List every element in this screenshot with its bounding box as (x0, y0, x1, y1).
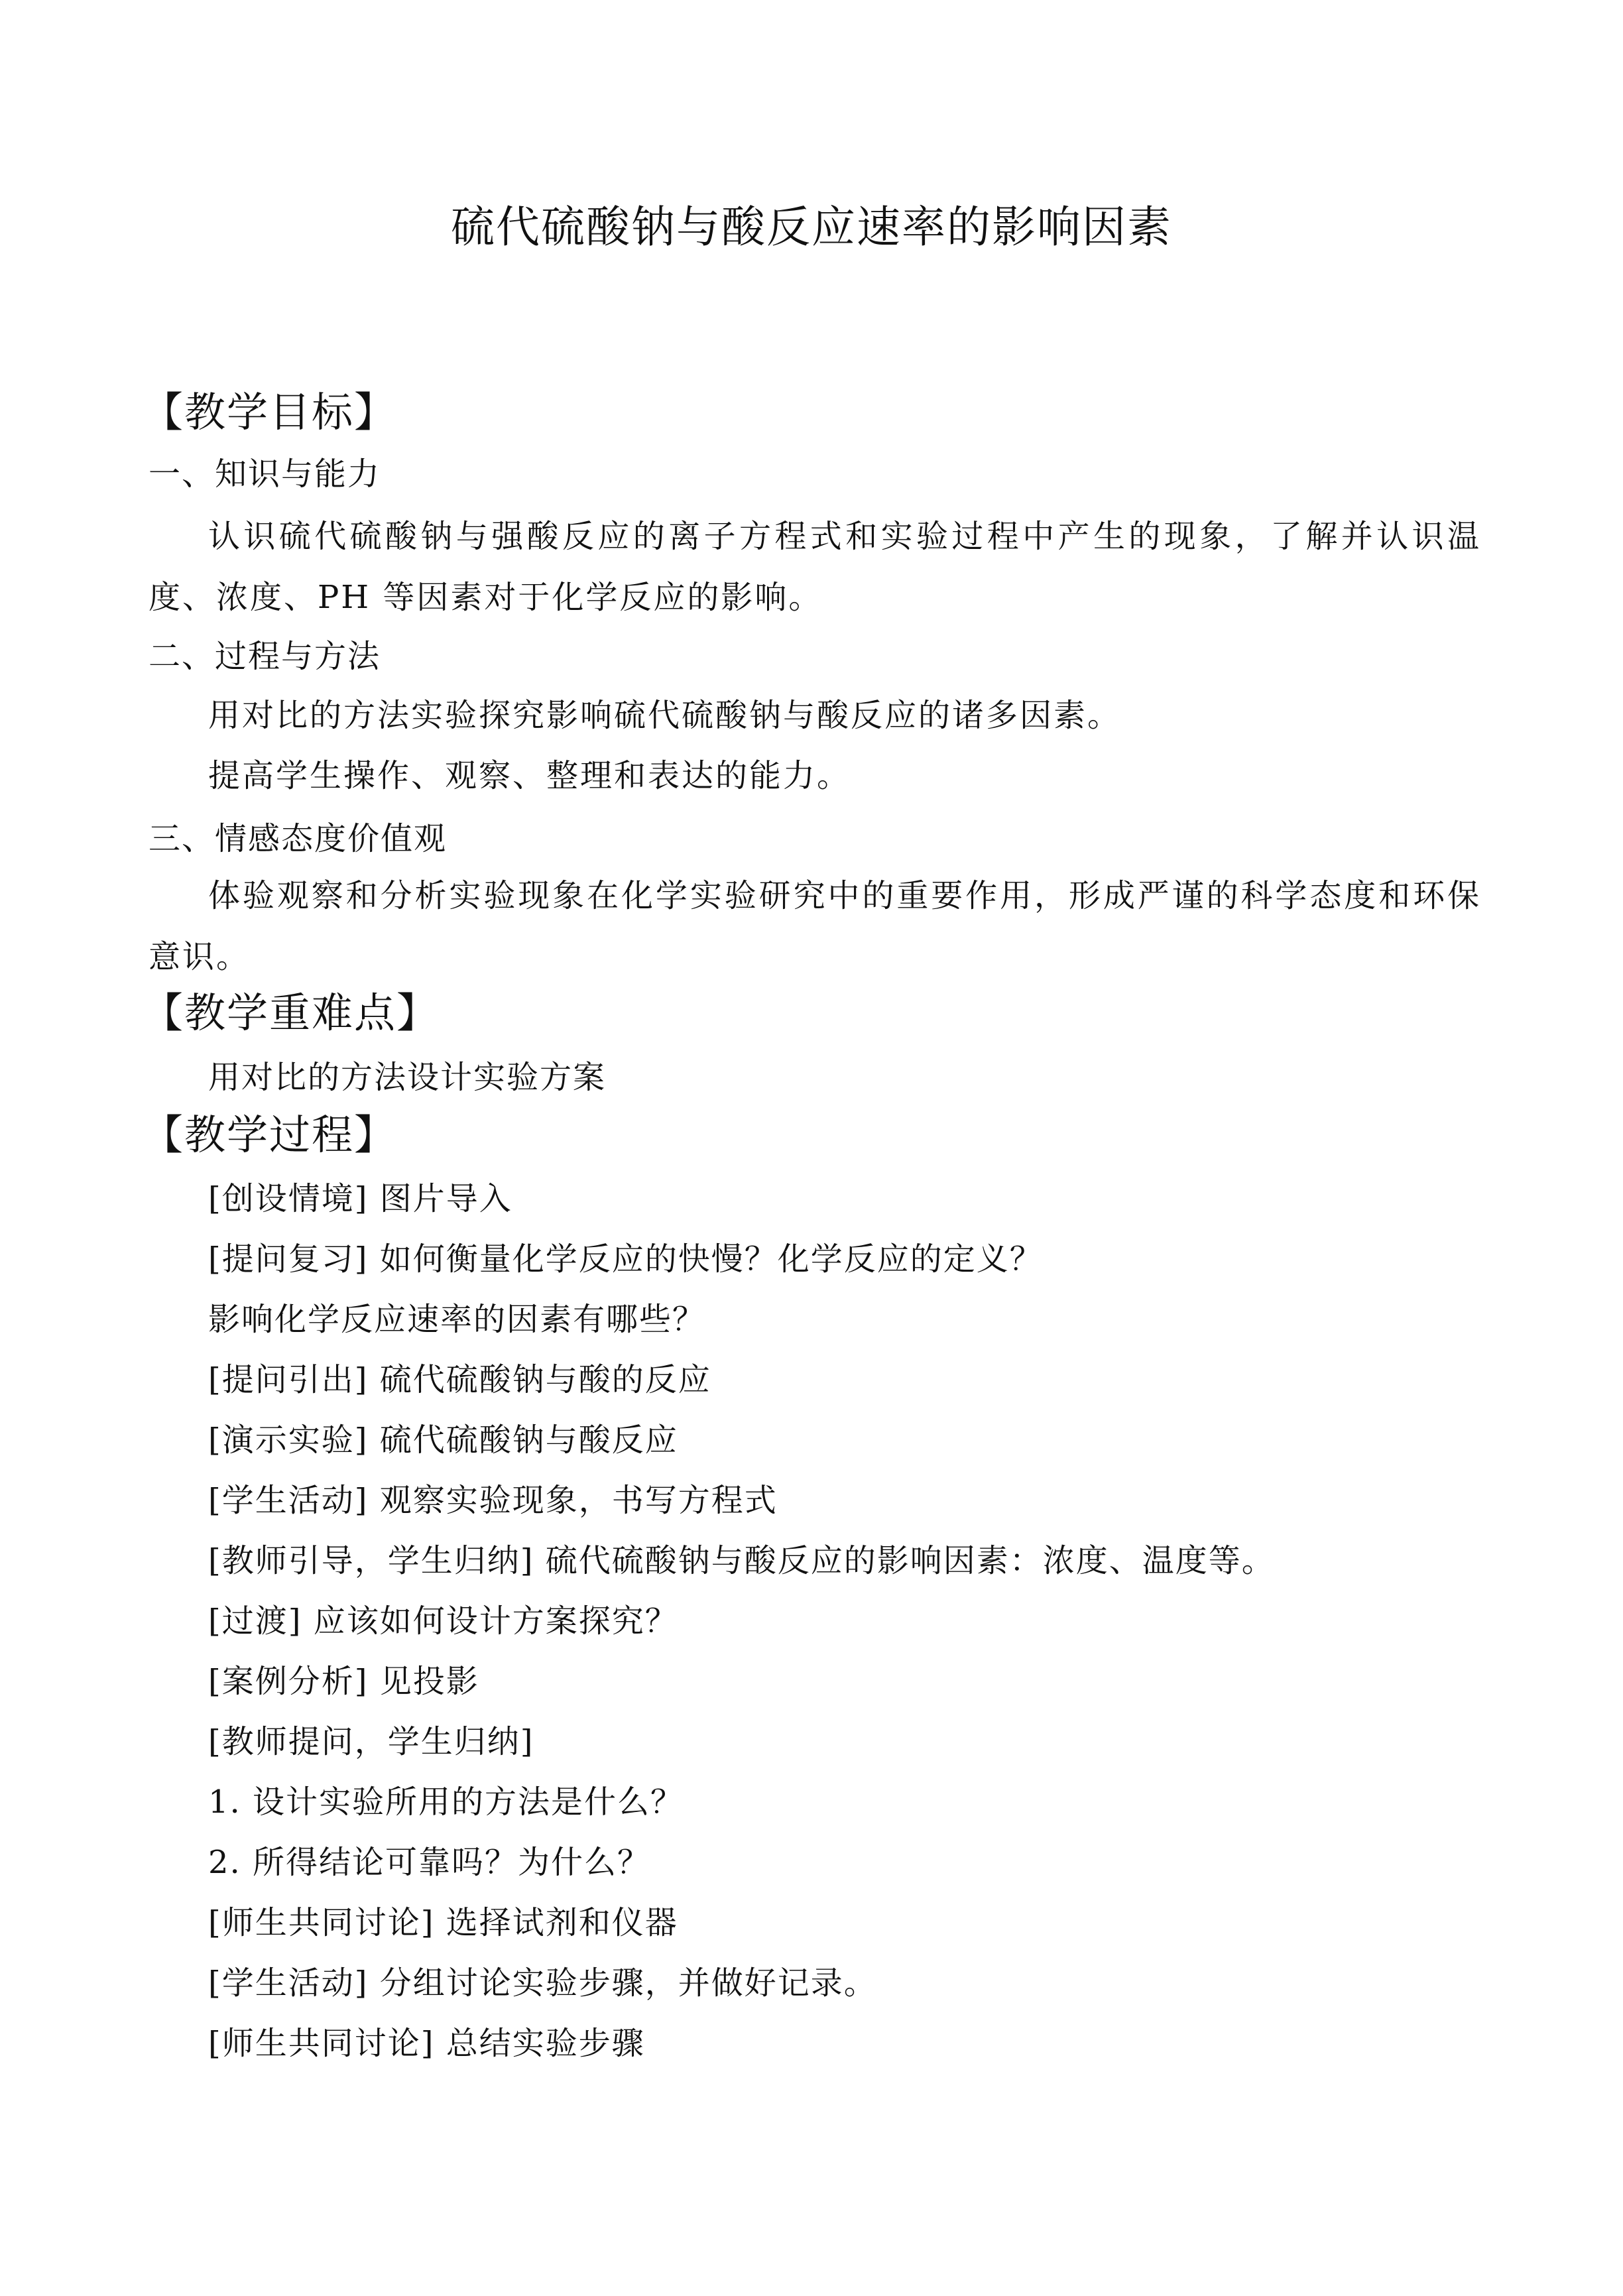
section-heading-process: 【教学过程】 (142, 1111, 397, 1159)
process-line: [教师提问，学生归纳] (208, 1723, 534, 1760)
goal-paragraph-attitude: 体验观察和分析实验现象在化学实验研究中的重要作用，形成严谨的科学态度和环保意识。 (149, 877, 1481, 975)
goal-paragraph-process-2: 提高学生操作、观察、整理和表达的能力。 (208, 757, 851, 794)
goal-label-attitude: 三、情感态度价值观 (149, 820, 448, 857)
process-line: [学生活动] 观察实验现象，书写方程式 (208, 1482, 778, 1519)
goal-paragraph-process-1: 用对比的方法实验探究影响硫代硫酸钠与酸反应的诸多因素。 (208, 697, 1122, 734)
process-line: 影响化学反应速率的因素有哪些？ (208, 1301, 706, 1338)
process-line: [学生活动] 分组讨论实验步骤，并做好记录。 (208, 1964, 877, 2002)
process-line: [案例分析] 见投影 (208, 1663, 479, 1700)
process-line: 1. 设计实验所用的方法是什么？ (208, 1783, 684, 1821)
page-title: 硫代硫酸钠与酸反应速率的影响因素 (451, 202, 1172, 253)
section-heading-key-points: 【教学重难点】 (142, 989, 440, 1037)
process-line: [师生共同讨论] 总结实验步骤 (208, 2025, 645, 2062)
goal-label-knowledge: 一、知识与能力 (149, 455, 381, 493)
process-line: [教师引导，学生归纳] 硫代硫酸钠与酸反应的影响因素：浓度、温度等。 (208, 1542, 1275, 1579)
section-heading-goals: 【教学目标】 (142, 388, 397, 436)
process-line: [演示实验] 硫代硫酸钠与酸反应 (208, 1421, 678, 1459)
process-line: [师生共同讨论] 选择试剂和仪器 (208, 1904, 678, 1941)
process-line: 2. 所得结论可靠吗？为什么？ (208, 1844, 651, 1881)
process-line: [创设情境] 图片导入 (208, 1180, 512, 1217)
process-line: [提问引出] 硫代硫酸钠与酸的反应 (208, 1361, 711, 1398)
process-line: [过渡] 应该如何设计方案探究？ (208, 1602, 678, 1640)
process-line: [提问复习] 如何衡量化学反应的快慢？化学反应的定义？ (208, 1240, 1043, 1278)
goal-label-process: 二、过程与方法 (149, 638, 381, 675)
key-points-text: 用对比的方法设计实验方案 (208, 1059, 607, 1096)
goal-paragraph-knowledge: 认识硫代硫酸钠与强酸反应的离子方程式和实验过程中产生的现象，了解并认识温度、浓度、PH 等因素对于化学反应的影响。 (149, 518, 1481, 616)
